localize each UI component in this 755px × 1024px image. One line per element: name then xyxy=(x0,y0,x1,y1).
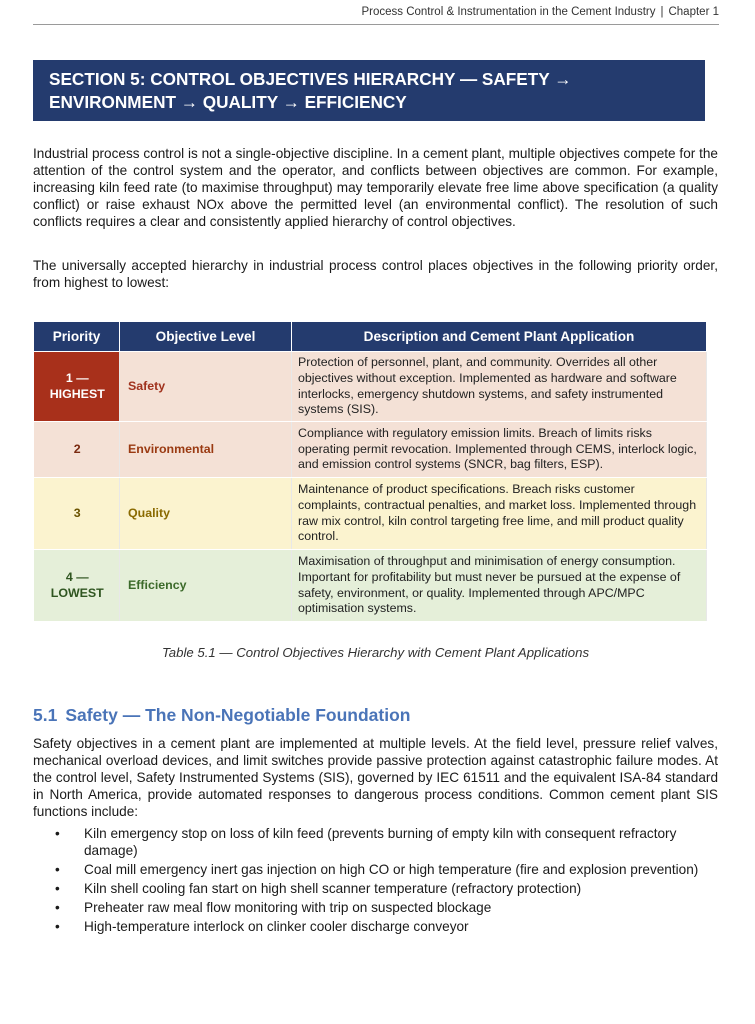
priority-rank-label: LOWEST xyxy=(50,585,104,600)
priority-number: 1 — xyxy=(65,370,89,385)
priority-rank-label: HIGHEST xyxy=(49,386,105,401)
priority-cell xyxy=(34,422,120,478)
section-title-banner xyxy=(33,60,705,121)
objective-level-cell: Quality xyxy=(120,478,292,550)
header-separator: | xyxy=(660,6,664,18)
header-objective-level: Objective Level xyxy=(120,322,292,352)
list-item: • Preheater raw meal flow monitoring with trip on suspected blockage xyxy=(55,900,492,915)
table-row-efficiency xyxy=(34,550,707,622)
description-cell: Maximisation of throughput and minimisation of energy consumption. Important for profitability but must never be pursued at the expense of safety, environment, or quality. Implemented through APC/MPC optimisation systems. xyxy=(292,550,707,622)
description-cell: Protection of personnel, plant, and community. Overrides all other objectives without exception. Implemented as hardware and software interlocks, emergency shutdown systems, and safety instrumented systems (SIS). xyxy=(292,352,707,422)
subsection-title: Safety — The Non-Negotiable Foundation xyxy=(65,705,411,725)
priority-number: 2 xyxy=(73,441,81,456)
table-caption: Table 5.1 — Control Objectives Hierarchy with Cement Plant Applications xyxy=(161,645,590,660)
priority-number: 3 xyxy=(73,505,81,520)
bullet-icon: • xyxy=(55,900,60,915)
list-item: • Coal mill emergency inert gas injection on high CO or high temperature (fire and explosion prevention) xyxy=(55,862,699,877)
header-priority: Priority xyxy=(34,322,120,352)
intro-paragraph-1: Industrial process control is not a single-objective discipline. In a cement plant, multiple objectives compete for the attention of the control system and the operator, and conflicts between objectives are common. For example, increasing kiln feed rate (to maximise throughput) may temporarily elevate free lime above specification (a quality conflict) or raise exhaust NOx above the permitted level (an environmental conflict). The resolution of such conflicts requires a clear and consistently applied hierarchy of control objectives. xyxy=(33,146,718,229)
table-header-row xyxy=(34,322,707,352)
bullet-icon: • xyxy=(55,919,60,934)
subsection-heading xyxy=(33,705,410,726)
intro-paragraph-2: The universally accepted hierarchy in industrial process control places objectives in the following priority order, from highest to lowest: xyxy=(33,258,718,290)
table-row-quality xyxy=(34,478,707,550)
subsection-number: 5.1 xyxy=(33,705,58,725)
list-item: • Kiln emergency stop on loss of kiln feed (prevents burning of empty kiln with consequent refractory damage) xyxy=(55,826,677,858)
priority-cell xyxy=(34,478,120,550)
safety-paragraph: Safety objectives in a cement plant are implemented at multiple levels. At the field level, pressure relief valves, mechanical overload devices, and limit switches provide passive protection against catastrophic failure modes. At the control level, Safety Instrumented Systems (SIS), governed by IEC 61511 and the equivalent ISA-84 standard in North America, provide automated responses to dangerous process conditions. Common cement plant SIS functions include: xyxy=(33,736,718,819)
priority-number: 4 — xyxy=(65,569,89,584)
priority-cell xyxy=(34,352,120,422)
running-title: Process Control & Instrumentation in the Cement Industry xyxy=(361,6,656,18)
section-title-line2: ENVIRONMENT → QUALITY → EFFICIENCY xyxy=(49,91,407,112)
header-description: Description and Cement Plant Application xyxy=(292,322,707,352)
hierarchy-table xyxy=(33,321,707,622)
description-cell: Maintenance of product specifications. Breach risks customer complaints, contractual penalties, and market loss. Implemented through raw mix control, kiln control targeting free lime, and mill product quality control. xyxy=(292,478,707,550)
list-item: • High-temperature interlock on clinker cooler discharge conveyor xyxy=(55,919,469,934)
objective-level-cell: Safety xyxy=(120,352,292,422)
table-row-safety xyxy=(34,352,707,422)
section-title-line1: SECTION 5: CONTROL OBJECTIVES HIERARCHY — SAFETY → xyxy=(49,69,572,89)
running-header xyxy=(33,4,719,25)
bullet-icon: • xyxy=(55,881,60,896)
bullet-icon: • xyxy=(55,862,60,877)
description-cell: Compliance with regulatory emission limits. Breach of limits risks operating permit revocation. Implemented through CEMS, interlock logic, and emission control systems (SNCR, bag filters, ESP). xyxy=(292,422,707,478)
objective-level-cell: Environmental xyxy=(120,422,292,478)
table-row-environmental xyxy=(34,422,707,478)
objective-level-cell: Efficiency xyxy=(120,550,292,622)
list-item: • Kiln shell cooling fan start on high shell scanner temperature (refractory protection) xyxy=(55,881,582,896)
chapter-label: Chapter 1 xyxy=(668,6,719,18)
bullet-icon: • xyxy=(55,826,60,841)
priority-cell xyxy=(34,550,120,622)
sis-functions-list xyxy=(33,825,723,937)
